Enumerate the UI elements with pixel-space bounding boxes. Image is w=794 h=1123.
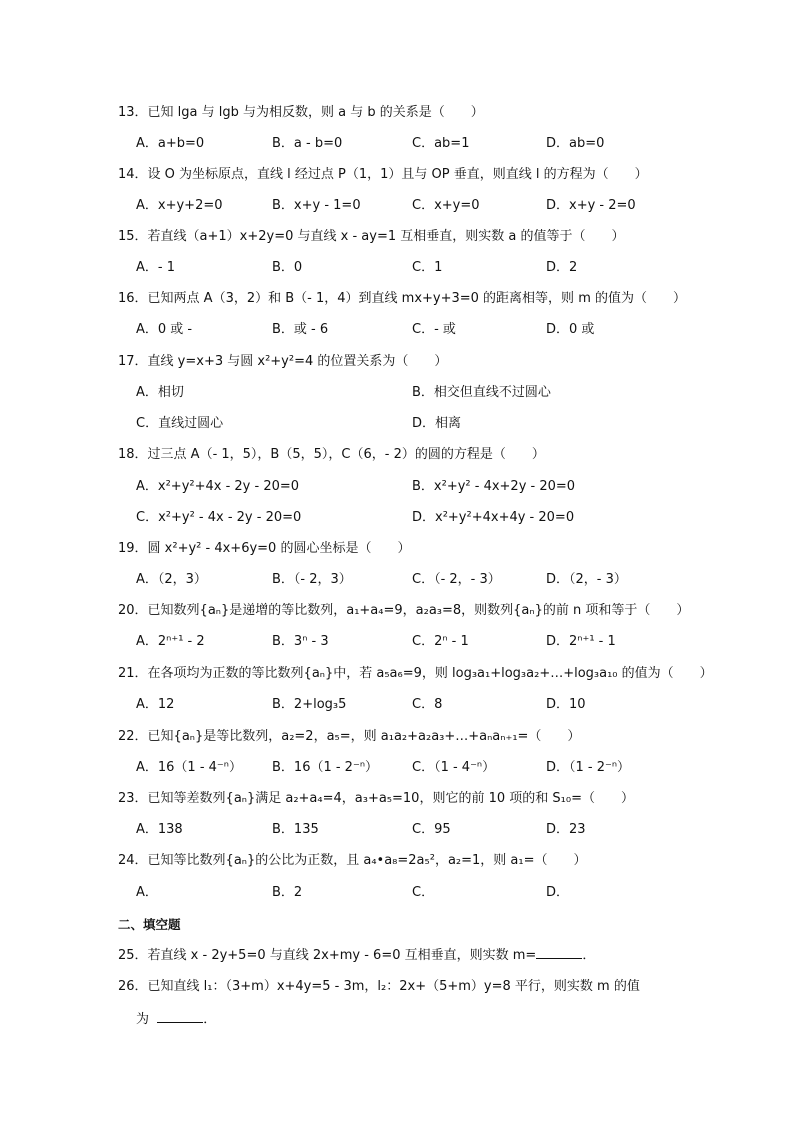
option-b: B．2+log₃5 [272, 697, 347, 712]
option-d: D．0 或 [546, 322, 595, 337]
answer-blank[interactable] [157, 1010, 203, 1023]
question-13-stem: 13．已知 lga 与 lgb 与为相反数，则 a 与 b 的关系是（ ） [118, 105, 484, 120]
option-d: D．ab=0 [546, 136, 605, 151]
question-17-options-row1 [136, 384, 696, 402]
option-d: D．10 [546, 697, 586, 712]
option-b: B．0 [272, 260, 303, 275]
question-19-options [136, 571, 696, 589]
option-c: C．95 [412, 822, 451, 837]
option-b: B．或 - 6 [272, 322, 329, 337]
option-c: C．（- 2，- 3） [412, 572, 501, 587]
question-23-options [136, 821, 696, 839]
option-b: B．（- 2，3） [272, 572, 352, 587]
question-14-options [136, 197, 696, 215]
question-25 [118, 946, 595, 965]
option-a: A．- 1 [136, 260, 175, 275]
question-18-stem: 18．过三点 A（- 1，5），B（5，5），C（6，- 2）的圆的方程是（ ） [118, 447, 545, 462]
option-a: A．相切 [136, 385, 184, 400]
option-d: D．（2，- 3） [546, 572, 627, 587]
question-21-options [136, 696, 696, 714]
option-b: B．x+y - 1=0 [272, 198, 361, 213]
question-14-stem: 14．设 O 为坐标原点，直线 l 经过点 P（1，1）且与 OP 垂直，则直线 l 的方程为（ ） [118, 167, 648, 182]
question-16-options [136, 321, 696, 339]
option-c: C．x+y=0 [412, 198, 480, 213]
question-15-options [136, 259, 696, 277]
question-17-options-row2 [136, 415, 696, 433]
question-20-options [136, 633, 696, 651]
option-c: C．2ⁿ - 1 [412, 634, 469, 649]
option-d: D．23 [546, 822, 586, 837]
option-b: B．3ⁿ - 3 [272, 634, 329, 649]
answer-blank[interactable] [536, 946, 582, 959]
option-a: A． [136, 885, 158, 900]
option-c: C．ab=1 [412, 136, 470, 151]
option-b: B．16（1 - 2⁻ⁿ） [272, 760, 378, 775]
question-25-tail: ． [582, 948, 596, 963]
option-a: A．x+y+2=0 [136, 198, 223, 213]
option-a: A．2ⁿ⁺¹ - 2 [136, 634, 205, 649]
option-c: C．8 [412, 697, 443, 712]
option-c: C．1 [412, 260, 443, 275]
option-c: C．直线过圆心 [136, 416, 224, 431]
question-21-stem: 21．在各项均为正数的等比数列{aₙ}中，若 a₅a₆=9，则 log₃a₁+log₃a₂+…+log₃a₁₀ 的值为（ ） [118, 666, 713, 681]
question-22-options [136, 759, 696, 777]
question-26-line2 [136, 1010, 216, 1029]
option-c: C．（1 - 4⁻ⁿ） [412, 760, 496, 775]
option-d: D． [546, 885, 570, 900]
question-20-stem: 20．已知数列{aₙ}是递增的等比数列，a₁+a₄=9，a₂a₃=8，则数列{aₙ}的前 n 项和等于（ ） [118, 603, 690, 618]
option-c: C．- 或 [412, 322, 456, 337]
question-26-stem: 26．已知直线 l₁：（3+m）x+4y=5 - 3m，l₂：2x+（5+m）y=8 平行，则实数 m 的值 [118, 979, 640, 994]
question-24-options [136, 884, 696, 902]
question-13-options [136, 135, 696, 153]
option-d: D．相离 [412, 416, 462, 431]
option-a: A．0 或 - [136, 322, 193, 337]
question-23-stem: 23．已知等差数列{aₙ}满足 a₂+a₄=4，a₃+a₅=10，则它的前 10 项的和 S₁₀=（ ） [118, 791, 634, 806]
question-24-stem: 24．已知等比数列{aₙ}的公比为正数，且 a₄•a₈=2a₅²，a₂=1，则 a₁=（ ） [118, 853, 587, 868]
option-c: C． [412, 885, 435, 900]
question-25-stem: 25．若直线 x - 2y+5=0 与直线 2x+my - 6=0 互相垂直，则实数 m= [118, 948, 537, 963]
question-19-stem: 19．圆 x²+y² - 4x+6y=0 的圆心坐标是（ ） [118, 541, 411, 556]
question-18-options-row1 [136, 478, 696, 496]
option-a: A．（2，3） [136, 572, 207, 587]
question-15-stem: 15．若直线（a+1）x+2y=0 与直线 x - ay=1 互相垂直，则实数 a 的值等于（ ） [118, 229, 625, 244]
question-16-stem: 16．已知两点 A（3，2）和 B（- 1，4）到直线 mx+y+3=0 的距离相等，则 m 的值为（ ） [118, 291, 686, 306]
option-b: B．x²+y² - 4x+2y - 20=0 [412, 479, 576, 494]
question-26-prefix: 为 [136, 1012, 150, 1027]
option-d: D．x+y - 2=0 [546, 198, 636, 213]
option-a: A．16（1 - 4⁻ⁿ） [136, 760, 242, 775]
option-d: D．（1 - 2⁻ⁿ） [546, 760, 631, 775]
option-a: A．x²+y²+4x - 2y - 20=0 [136, 479, 300, 494]
question-17-stem: 17．直线 y=x+3 与圆 x²+y²=4 的位置关系为（ ） [118, 354, 448, 369]
option-b: B．2 [272, 885, 303, 900]
option-c: C．x²+y² - 4x - 2y - 20=0 [136, 510, 302, 525]
option-d: D．2ⁿ⁺¹ - 1 [546, 634, 616, 649]
option-d: D．2 [546, 260, 578, 275]
question-26-tail: ． [203, 1012, 217, 1027]
option-b: B．a - b=0 [272, 136, 343, 151]
option-a: A．138 [136, 822, 183, 837]
option-a: A．a+b=0 [136, 136, 205, 151]
option-a: A．12 [136, 697, 175, 712]
option-b: B．135 [272, 822, 319, 837]
option-d: D．x²+y²+4x+4y - 20=0 [412, 510, 575, 525]
question-18-options-row2 [136, 509, 696, 527]
question-22-stem: 22．已知{aₙ}是等比数列，a₂=2，a₅=，则 a₁a₂+a₂a₃+…+aₙaₙ₊₁=（ ） [118, 729, 581, 744]
section-heading-fill-in: 二、填空题 [118, 917, 181, 932]
option-b: B．相交但直线不过圆心 [412, 385, 551, 400]
